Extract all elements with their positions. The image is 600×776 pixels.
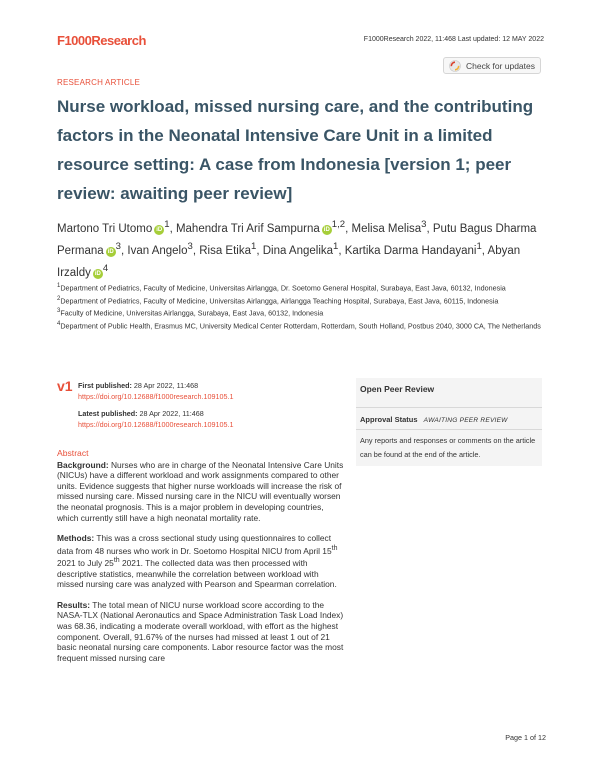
first-published-value: 28 Apr 2022, 11:468 (133, 381, 199, 390)
author[interactable] (199, 241, 263, 258)
abstract-results (57, 600, 347, 664)
first-published-label: First published: (78, 381, 132, 390)
author-separator: , (169, 222, 176, 235)
check-updates-label: Check for updates (466, 60, 535, 71)
methods-text: This was a cross sectional study using questionnaires to collect data from 48 nurses who work in Dr. Soetomo Hospital NICU from April 15 (57, 533, 332, 556)
methods-text: 2021 to July 25 (57, 557, 114, 568)
check-updates-icon (449, 60, 461, 72)
author[interactable] (57, 219, 176, 235)
ordinal-suffix: th (113, 557, 120, 565)
affiliation-text: Department of Pediatrics, Faculty of Medicine, Universitas Airlangga, Airlangga Teaching Hospital, Surabaya, East Java, 60115, Indonesia (60, 296, 499, 306)
header-meta: F1000Research 2022, 11:468 Last updated: 12 MAY 2022 (363, 36, 544, 43)
orcid-icon[interactable]: iD (107, 249, 114, 256)
article-title: Nurse workload, missed nursing care, and the contributing factors in the Neonatal Intensive Care Unit in a limited resource setting: A case from Indonesia [version 1; peer review: awaiting peer review] (57, 97, 534, 203)
abstract-methods (57, 533, 347, 590)
affiliation-text: Faculty of Medicine, Universitas Airlangga, Surabaya, East Java, 60132, Indonesia (60, 308, 324, 318)
author-list (57, 216, 547, 283)
author-affiliation-number: 3 (187, 241, 193, 253)
first-doi-link[interactable]: https://doi.org/10.12688/f1000research.109105.1 (78, 391, 234, 401)
author-name: Dina Angelika (262, 245, 334, 258)
affiliation (57, 294, 547, 307)
article-type: RESEARCH ARTICLE (57, 78, 141, 87)
orcid-icon[interactable]: iD (323, 226, 330, 233)
approval-status (356, 408, 542, 429)
affiliation-text: Department of Public Health, Erasmus MC, University Medical Center Rotterdam, Rotterdam, South Holland, Postbus 2040, 3000 CA, The Netherlands (60, 321, 541, 331)
background-text: Nurses who are in charge of the Neonatal Intensive Care Units (NICUs) have a different workload and work assignments compared to other units. Evidence suggests that higher nurse workloads will increase the risk of missed nursing care. Missed nursing care in the NICU will eventually worsen the neonatal prognosis. This is a major problem in developing countries, which currently still have a high neonatal mortality rate. (57, 459, 344, 523)
author-name: Putu Bagus Dharma Permana (57, 222, 537, 258)
author-affiliation-number: 1 (333, 241, 339, 253)
author[interactable] (175, 219, 352, 235)
author-name: Mahendra Tri Arif Sampurna (175, 222, 320, 235)
author-name: Risa Etika (199, 245, 251, 258)
author-affiliation-number: 3 (421, 219, 427, 230)
author-affiliation-number: 1 (251, 241, 257, 253)
author-name: Martono Tri Utomo (57, 222, 153, 235)
author[interactable] (351, 219, 433, 235)
author-affiliation-number: 4 (102, 263, 109, 275)
affiliation-text: Department of Pediatrics, Faculty of Medicine, Universitas Airlangga, Dr. Soetomo General Hospital, Surabaya, East Java, 60132, Indonesia (60, 283, 506, 293)
affiliation-list (57, 281, 547, 332)
author-separator: , (345, 222, 352, 235)
author-separator: , (426, 222, 433, 235)
author-affiliation-number: 3 (115, 241, 121, 253)
author-separator: , (338, 245, 345, 258)
author[interactable] (127, 241, 200, 258)
page-number: Page 1 of 12 (505, 733, 546, 742)
methods-label: Methods: (57, 533, 95, 544)
affiliation-number: 2 (57, 295, 61, 302)
author-affiliation-number: 1,2 (331, 219, 346, 230)
version-label: v1 (57, 378, 73, 394)
author-affiliation-number: 1 (164, 219, 170, 230)
approval-status-value: AWAITING PEER REVIEW (423, 417, 508, 424)
abstract (57, 448, 347, 673)
latest-doi-link[interactable]: https://doi.org/10.12688/f1000research.109105.1 (78, 419, 234, 429)
author-separator: , (256, 245, 263, 258)
author[interactable] (344, 241, 488, 258)
latest-published-value: 28 Apr 2022, 11:468 (139, 409, 204, 418)
author-name: Abyan Irzaldy (57, 245, 521, 280)
open-peer-review-panel (356, 378, 542, 466)
check-for-updates-button[interactable] (443, 57, 541, 74)
peer-review-note: Any reports and responses or comments on the article can be found at the end of the article. (360, 436, 536, 459)
abstract-background (57, 460, 347, 524)
author-separator: , (481, 245, 488, 258)
affiliation-number: 4 (57, 321, 61, 328)
approval-status-label: Approval Status (360, 415, 418, 424)
author-separator: , (121, 245, 128, 258)
open-peer-review-title: Open Peer Review (360, 384, 435, 394)
author-name: Kartika Darma Handayani (344, 245, 477, 258)
publication-info (78, 381, 233, 430)
author-name: Ivan Angelo (127, 245, 188, 258)
affiliation-number: 3 (57, 308, 61, 315)
abstract-heading: Abstract (57, 448, 89, 458)
orcid-icon[interactable]: iD (156, 226, 163, 233)
affiliation-number: 1 (57, 283, 61, 289)
affiliation (57, 281, 547, 294)
author-name: Melisa Melisa (351, 222, 422, 235)
author-affiliation-number: 1 (476, 241, 482, 253)
affiliation (57, 319, 547, 332)
methods-text: 2021. The collected data was then processed with descriptive statistics, meanwhile the correlation between workload with missed nursing care was analyzed with Pearson and Spearman correlation. (57, 557, 337, 590)
background-label: Background: (57, 459, 109, 470)
orcid-icon[interactable]: iD (94, 271, 101, 278)
f1000research-logo[interactable]: F1000Research (57, 33, 146, 48)
author-separator: , (192, 245, 200, 258)
results-label: Results: (57, 599, 91, 610)
affiliation (57, 306, 547, 319)
latest-published-label: Latest published: (78, 409, 138, 418)
ordinal-suffix: th (331, 544, 338, 552)
author[interactable] (262, 241, 345, 258)
results-text: The total mean of NICU nurse workload score according to the NASA-TLX (National Aeronautics and Space Administration Task Load Index) was 68.36, indicating a moderate overall workload, with effort as the highest component. Overall, 91.67% of the nurses had missed at least 1 out of 21 basic neonatal nursing care components. Labor resource factor was the most frequent missed nursing care (57, 599, 344, 663)
